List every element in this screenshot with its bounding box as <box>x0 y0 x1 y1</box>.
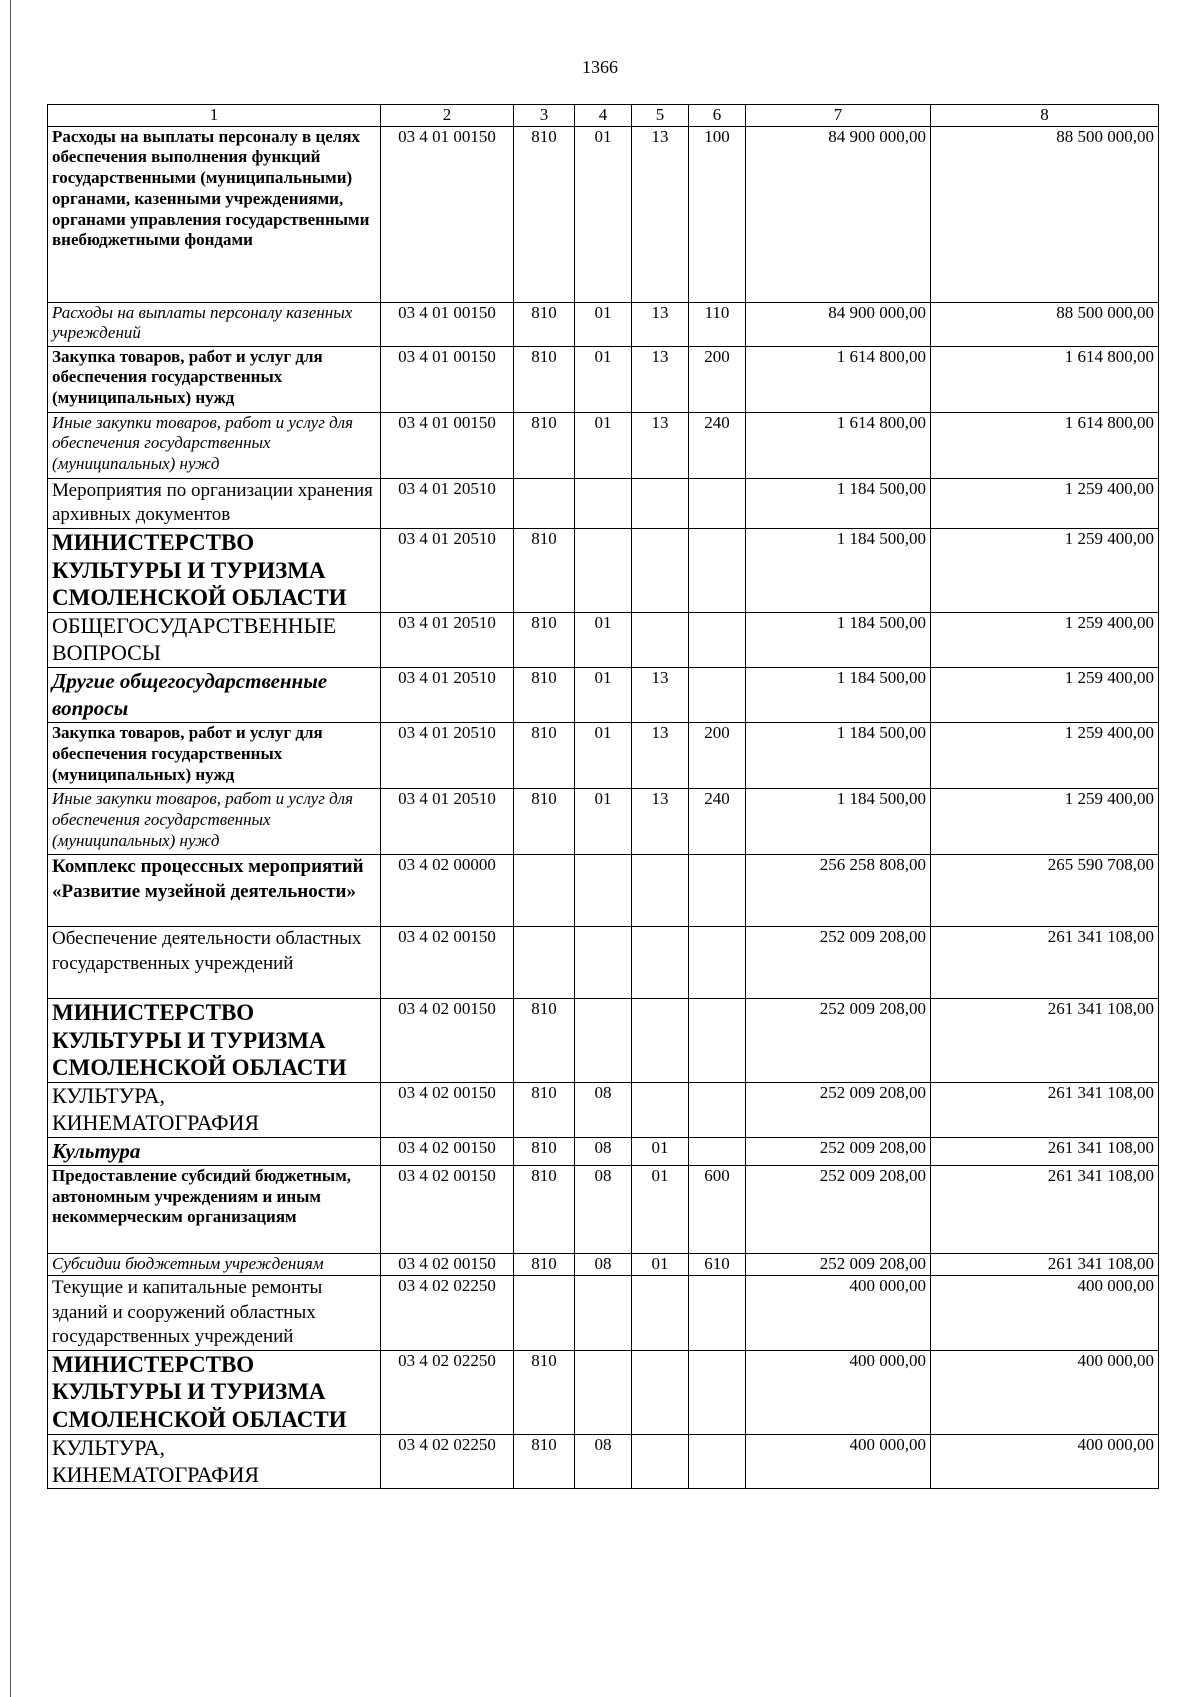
row-name-cell: Другие общегосударственные вопросы <box>48 667 381 723</box>
row-section-cell: 08 <box>575 1165 632 1253</box>
row-grbs-cell: 810 <box>514 1253 575 1275</box>
row-sum-year2-cell: 1 259 400,00 <box>931 529 1159 613</box>
row-section-cell: 08 <box>575 1434 632 1489</box>
table-row <box>48 1165 1159 1253</box>
row-expense-type-cell: 200 <box>689 346 746 412</box>
row-sum-year1-cell: 252 009 208,00 <box>746 927 931 999</box>
row-subsection-cell: 13 <box>632 126 689 302</box>
row-sum-year2-cell: 400 000,00 <box>931 1350 1159 1434</box>
row-grbs-cell: 810 <box>514 1350 575 1434</box>
table-row <box>48 612 1159 667</box>
row-grbs-cell: 810 <box>514 412 575 478</box>
row-subsection-cell: 13 <box>632 789 689 855</box>
row-subsection-cell <box>632 927 689 999</box>
row-sum-year2-cell: 261 341 108,00 <box>931 1082 1159 1137</box>
row-sum-year2-cell: 400 000,00 <box>931 1275 1159 1350</box>
row-section-cell <box>575 529 632 613</box>
budget-table <box>47 104 1159 1489</box>
row-name-cell: Расходы на выплаты персоналу казенных учреждений <box>48 302 381 346</box>
row-code-cell: 03 4 02 02250 <box>381 1275 514 1350</box>
table-row <box>48 789 1159 855</box>
table-row <box>48 346 1159 412</box>
row-code-cell: 03 4 01 20510 <box>381 723 514 789</box>
row-grbs-cell: 810 <box>514 1165 575 1253</box>
table-row <box>48 723 1159 789</box>
row-expense-type-cell: 240 <box>689 789 746 855</box>
row-subsection-cell <box>632 999 689 1083</box>
table-row <box>48 1434 1159 1489</box>
row-sum-year1-cell: 84 900 000,00 <box>746 302 931 346</box>
row-grbs-cell: 810 <box>514 612 575 667</box>
row-sum-year1-cell: 1 184 500,00 <box>746 789 931 855</box>
row-grbs-cell: 810 <box>514 667 575 723</box>
row-section-cell: 01 <box>575 723 632 789</box>
row-name-cell: Комплекс процессных мероприятий «Развитие музейной деятельности» <box>48 855 381 927</box>
row-name-cell: МИНИСТЕРСТВО КУЛЬТУРЫ И ТУРИЗМА СМОЛЕНСКОЙ ОБЛАСТИ <box>48 1350 381 1434</box>
row-name-cell: КУЛЬТУРА, КИНЕМАТОГРАФИЯ <box>48 1082 381 1137</box>
row-expense-type-cell: 610 <box>689 1253 746 1275</box>
row-sum-year2-cell: 265 590 708,00 <box>931 855 1159 927</box>
table-row <box>48 927 1159 999</box>
row-section-cell <box>575 1350 632 1434</box>
row-expense-type-cell: 110 <box>689 302 746 346</box>
row-grbs-cell: 810 <box>514 302 575 346</box>
row-sum-year1-cell: 252 009 208,00 <box>746 999 931 1083</box>
table-row <box>48 1082 1159 1137</box>
row-sum-year1-cell: 1 614 800,00 <box>746 412 931 478</box>
row-sum-year1-cell: 1 184 500,00 <box>746 723 931 789</box>
row-sum-year1-cell: 1 184 500,00 <box>746 667 931 723</box>
row-name-cell: МИНИСТЕРСТВО КУЛЬТУРЫ И ТУРИЗМА СМОЛЕНСКОЙ ОБЛАСТИ <box>48 999 381 1083</box>
row-subsection-cell: 01 <box>632 1253 689 1275</box>
row-code-cell: 03 4 01 00150 <box>381 302 514 346</box>
row-expense-type-cell <box>689 667 746 723</box>
row-sum-year2-cell: 1 259 400,00 <box>931 612 1159 667</box>
table-row <box>48 302 1159 346</box>
row-sum-year2-cell: 1 614 800,00 <box>931 412 1159 478</box>
row-code-cell: 03 4 01 00150 <box>381 126 514 302</box>
row-code-cell: 03 4 02 00150 <box>381 1137 514 1165</box>
row-subsection-cell: 13 <box>632 723 689 789</box>
row-sum-year1-cell: 1 184 500,00 <box>746 478 931 528</box>
column-number: 7 <box>746 105 931 127</box>
row-section-cell <box>575 855 632 927</box>
row-sum-year1-cell: 252 009 208,00 <box>746 1137 931 1165</box>
row-sum-year2-cell: 1 259 400,00 <box>931 478 1159 528</box>
row-code-cell: 03 4 02 00150 <box>381 927 514 999</box>
row-code-cell: 03 4 01 20510 <box>381 529 514 613</box>
table-row <box>48 126 1159 302</box>
row-section-cell: 01 <box>575 302 632 346</box>
row-expense-type-cell: 240 <box>689 412 746 478</box>
row-grbs-cell <box>514 855 575 927</box>
row-name-cell: КУЛЬТУРА, КИНЕМАТОГРАФИЯ <box>48 1434 381 1489</box>
row-sum-year1-cell: 1 614 800,00 <box>746 346 931 412</box>
row-grbs-cell: 810 <box>514 529 575 613</box>
column-number: 8 <box>931 105 1159 127</box>
row-section-cell: 01 <box>575 346 632 412</box>
row-code-cell: 03 4 01 00150 <box>381 346 514 412</box>
row-expense-type-cell: 200 <box>689 723 746 789</box>
column-number: 6 <box>689 105 746 127</box>
row-subsection-cell: 01 <box>632 1137 689 1165</box>
row-code-cell: 03 4 02 00000 <box>381 855 514 927</box>
row-name-cell: Текущие и капитальные ремонты зданий и сооружений областных государственных учреждений <box>48 1275 381 1350</box>
row-sum-year2-cell: 261 341 108,00 <box>931 999 1159 1083</box>
row-subsection-cell <box>632 855 689 927</box>
row-sum-year1-cell: 400 000,00 <box>746 1275 931 1350</box>
row-expense-type-cell <box>689 999 746 1083</box>
row-expense-type-cell: 100 <box>689 126 746 302</box>
row-code-cell: 03 4 02 00150 <box>381 999 514 1083</box>
table-row <box>48 412 1159 478</box>
row-name-cell: Субсидии бюджетным учреждениям <box>48 1253 381 1275</box>
row-sum-year1-cell: 252 009 208,00 <box>746 1082 931 1137</box>
row-name-cell: МИНИСТЕРСТВО КУЛЬТУРЫ И ТУРИЗМА СМОЛЕНСКОЙ ОБЛАСТИ <box>48 529 381 613</box>
row-section-cell <box>575 999 632 1083</box>
column-number: 2 <box>381 105 514 127</box>
row-code-cell: 03 4 02 02250 <box>381 1350 514 1434</box>
row-name-cell: Иные закупки товаров, работ и услуг для обеспечения государственных (муниципальных) нужд <box>48 789 381 855</box>
row-sum-year2-cell: 88 500 000,00 <box>931 302 1159 346</box>
row-grbs-cell: 810 <box>514 126 575 302</box>
row-section-cell <box>575 1275 632 1350</box>
row-name-cell: Культура <box>48 1137 381 1165</box>
row-section-cell: 01 <box>575 667 632 723</box>
row-section-cell: 01 <box>575 412 632 478</box>
row-expense-type-cell <box>689 1082 746 1137</box>
row-section-cell: 01 <box>575 126 632 302</box>
row-expense-type-cell <box>689 855 746 927</box>
table-row <box>48 855 1159 927</box>
row-sum-year2-cell: 261 341 108,00 <box>931 927 1159 999</box>
row-section-cell <box>575 927 632 999</box>
row-expense-type-cell: 600 <box>689 1165 746 1253</box>
table-row <box>48 1137 1159 1165</box>
row-expense-type-cell <box>689 927 746 999</box>
row-code-cell: 03 4 02 02250 <box>381 1434 514 1489</box>
row-subsection-cell <box>632 478 689 528</box>
column-number: 3 <box>514 105 575 127</box>
row-grbs-cell: 810 <box>514 1137 575 1165</box>
row-expense-type-cell <box>689 1434 746 1489</box>
row-subsection-cell <box>632 1434 689 1489</box>
row-sum-year2-cell: 1 259 400,00 <box>931 789 1159 855</box>
row-grbs-cell: 810 <box>514 789 575 855</box>
row-section-cell: 01 <box>575 789 632 855</box>
row-name-cell: Закупка товаров, работ и услуг для обеспечения государственных (муниципальных) нужд <box>48 723 381 789</box>
row-subsection-cell <box>632 1275 689 1350</box>
column-number: 1 <box>48 105 381 127</box>
row-grbs-cell: 810 <box>514 1082 575 1137</box>
row-subsection-cell: 13 <box>632 302 689 346</box>
row-grbs-cell <box>514 927 575 999</box>
row-code-cell: 03 4 01 20510 <box>381 478 514 528</box>
row-expense-type-cell <box>689 1275 746 1350</box>
row-grbs-cell: 810 <box>514 999 575 1083</box>
row-sum-year2-cell: 400 000,00 <box>931 1434 1159 1489</box>
row-grbs-cell: 810 <box>514 346 575 412</box>
row-code-cell: 03 4 01 20510 <box>381 667 514 723</box>
row-name-cell: Иные закупки товаров, работ и услуг для обеспечения государственных (муниципальных) нужд <box>48 412 381 478</box>
page-number: 1366 <box>582 57 618 77</box>
row-expense-type-cell <box>689 478 746 528</box>
row-section-cell: 08 <box>575 1253 632 1275</box>
column-number-row <box>48 105 1159 127</box>
row-name-cell: Мероприятия по организации хранения архивных документов <box>48 478 381 528</box>
row-subsection-cell <box>632 612 689 667</box>
row-sum-year1-cell: 252 009 208,00 <box>746 1253 931 1275</box>
row-expense-type-cell <box>689 1350 746 1434</box>
row-section-cell: 08 <box>575 1137 632 1165</box>
row-sum-year1-cell: 84 900 000,00 <box>746 126 931 302</box>
row-sum-year2-cell: 1 259 400,00 <box>931 667 1159 723</box>
row-grbs-cell <box>514 478 575 528</box>
row-code-cell: 03 4 01 20510 <box>381 612 514 667</box>
row-sum-year2-cell: 261 341 108,00 <box>931 1137 1159 1165</box>
table-row <box>48 1350 1159 1434</box>
row-name-cell: Предоставление субсидий бюджетным, автономным учреждениям и иным некоммерческим организациям <box>48 1165 381 1253</box>
row-sum-year1-cell: 400 000,00 <box>746 1350 931 1434</box>
row-expense-type-cell <box>689 1137 746 1165</box>
row-code-cell: 03 4 01 20510 <box>381 789 514 855</box>
column-number: 4 <box>575 105 632 127</box>
row-section-cell: 01 <box>575 612 632 667</box>
row-code-cell: 03 4 02 00150 <box>381 1253 514 1275</box>
table-row <box>48 999 1159 1083</box>
row-sum-year1-cell: 1 184 500,00 <box>746 612 931 667</box>
row-name-cell: Закупка товаров, работ и услуг для обеспечения государственных (муниципальных) нужд <box>48 346 381 412</box>
row-sum-year1-cell: 256 258 808,00 <box>746 855 931 927</box>
scan-edge-line <box>10 0 11 1697</box>
row-sum-year2-cell: 1 259 400,00 <box>931 723 1159 789</box>
table-row <box>48 478 1159 528</box>
row-sum-year1-cell: 400 000,00 <box>746 1434 931 1489</box>
row-expense-type-cell <box>689 529 746 613</box>
row-subsection-cell: 13 <box>632 412 689 478</box>
table-row <box>48 1253 1159 1275</box>
row-subsection-cell <box>632 529 689 613</box>
row-grbs-cell <box>514 1275 575 1350</box>
row-subsection-cell <box>632 1350 689 1434</box>
row-sum-year2-cell: 88 500 000,00 <box>931 126 1159 302</box>
table-row <box>48 667 1159 723</box>
row-code-cell: 03 4 02 00150 <box>381 1082 514 1137</box>
row-subsection-cell: 13 <box>632 346 689 412</box>
row-name-cell: Расходы на выплаты персоналу в целях обеспечения выполнения функций государственными (муниципальными) органами, казенными учреждениями, органами управления государственными внебюджетными фондами <box>48 126 381 302</box>
row-sum-year1-cell: 252 009 208,00 <box>746 1165 931 1253</box>
row-grbs-cell: 810 <box>514 1434 575 1489</box>
row-section-cell <box>575 478 632 528</box>
row-section-cell: 08 <box>575 1082 632 1137</box>
row-subsection-cell: 13 <box>632 667 689 723</box>
row-code-cell: 03 4 01 00150 <box>381 412 514 478</box>
row-sum-year2-cell: 261 341 108,00 <box>931 1253 1159 1275</box>
row-sum-year2-cell: 1 614 800,00 <box>931 346 1159 412</box>
table-row <box>48 529 1159 613</box>
row-name-cell: ОБЩЕГОСУДАРСТВЕННЫЕ ВОПРОСЫ <box>48 612 381 667</box>
row-code-cell: 03 4 02 00150 <box>381 1165 514 1253</box>
row-name-cell: Обеспечение деятельности областных государственных учреждений <box>48 927 381 999</box>
table-body <box>48 105 1159 1489</box>
row-subsection-cell: 01 <box>632 1165 689 1253</box>
row-subsection-cell <box>632 1082 689 1137</box>
row-expense-type-cell <box>689 612 746 667</box>
table-row <box>48 1275 1159 1350</box>
column-number: 5 <box>632 105 689 127</box>
row-sum-year1-cell: 1 184 500,00 <box>746 529 931 613</box>
row-grbs-cell: 810 <box>514 723 575 789</box>
row-sum-year2-cell: 261 341 108,00 <box>931 1165 1159 1253</box>
